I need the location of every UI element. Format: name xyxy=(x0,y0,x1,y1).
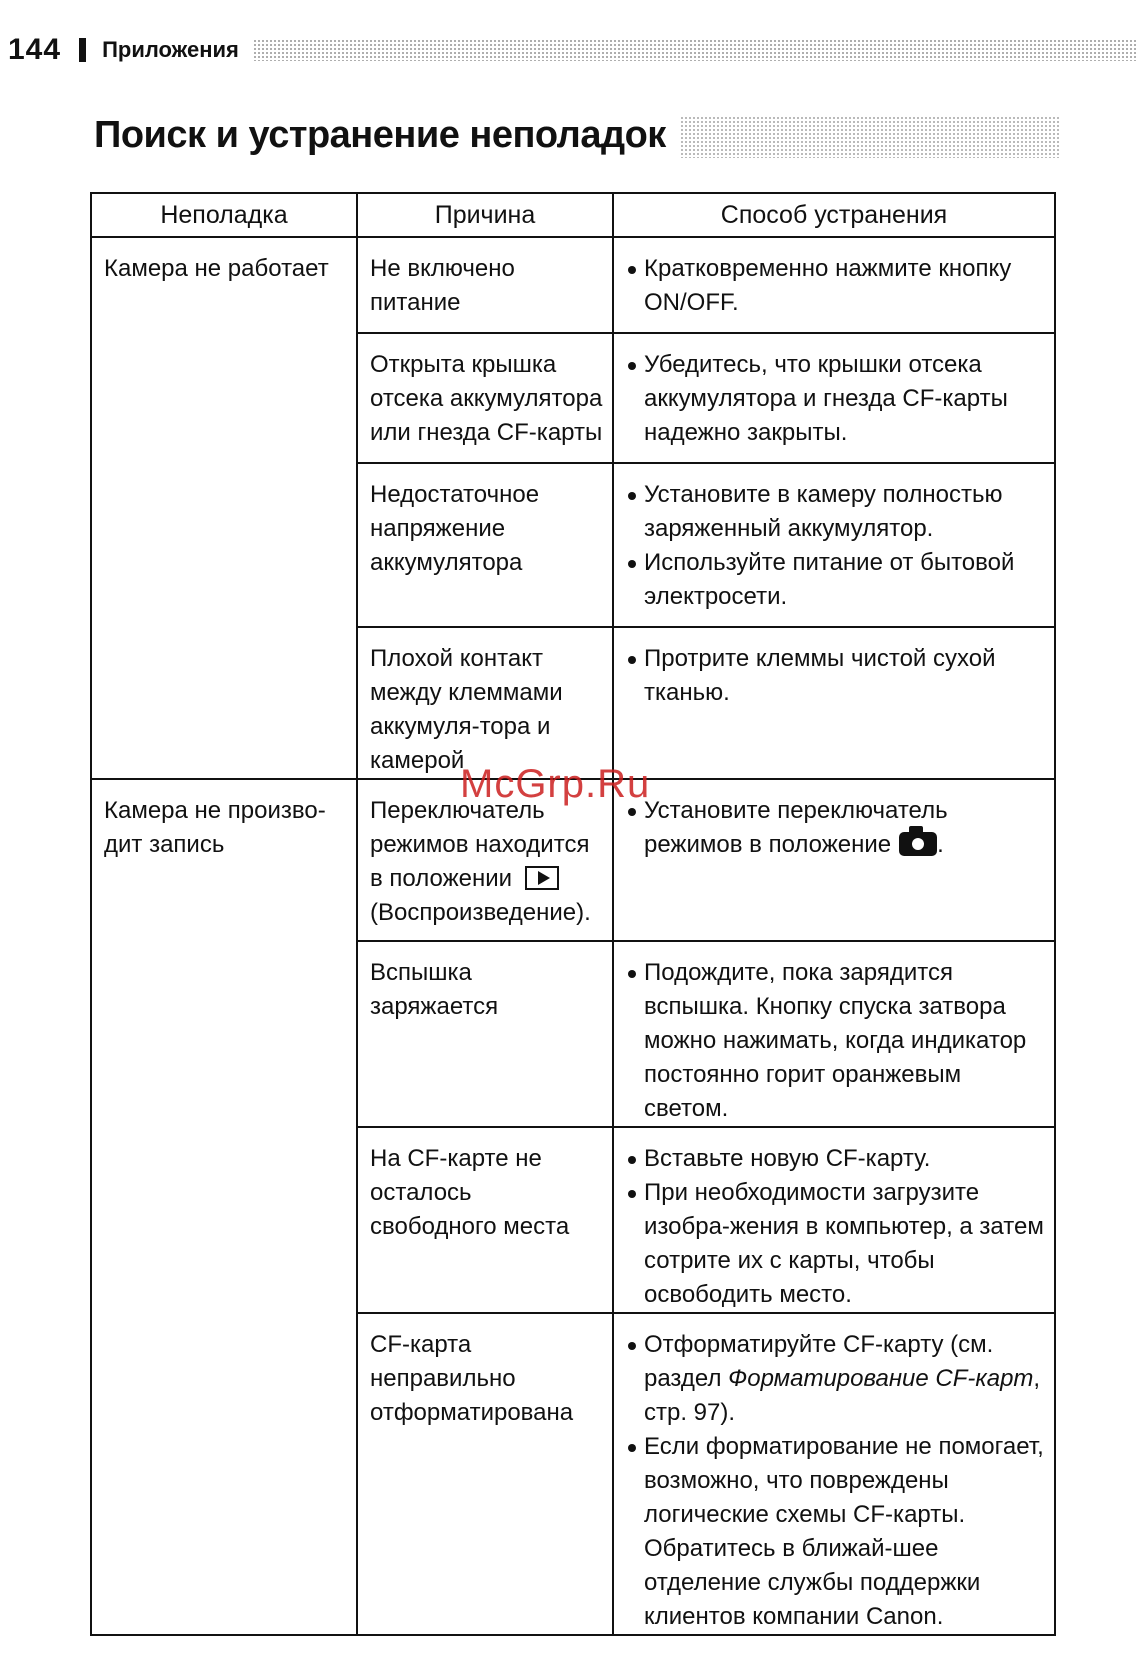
solution-text: Отформатируйте CF-карту (см. раздел xyxy=(644,1331,994,1392)
cause-cell: Не включено питание xyxy=(357,237,613,333)
cause-text: Переключатель режимов находится в положении xyxy=(370,797,590,892)
solution-item: Протрите клеммы чистой сухой тканью. xyxy=(626,642,1046,710)
cause-cell: Недостаточное напряжение аккумулятора xyxy=(357,463,613,627)
cause-cell: Плохой контакт между клеммами аккумуля-тора и камерой xyxy=(357,627,613,779)
page-header xyxy=(8,30,1138,70)
title-row xyxy=(94,100,1060,158)
solution-cell xyxy=(613,779,1055,941)
camera-icon xyxy=(899,832,937,856)
solution-cell xyxy=(613,941,1055,1127)
solution-item xyxy=(626,1328,1046,1430)
cause-cell: Вспышка заряжается xyxy=(357,941,613,1127)
solution-text: Установите переключатель режимов в положение xyxy=(644,797,948,858)
header-problem: Неполадка xyxy=(91,193,357,237)
header-divider xyxy=(79,38,86,62)
cause-cell: На CF-карте не осталось свободного места xyxy=(357,1127,613,1313)
solution-item: Кратковременно нажмите кнопку ON/OFF. xyxy=(626,252,1046,320)
solution-cell xyxy=(613,463,1055,627)
solution-item: Используйте питание от бытовой электросети. xyxy=(626,546,1046,614)
solution-item: При необходимости загрузите изобра-жения в компьютер, а затем сотрите их с карты, чтобы освободить место. xyxy=(626,1176,1046,1312)
header-dotted-rule xyxy=(253,39,1138,61)
section-label: Приложения xyxy=(102,37,239,62)
solution-cell xyxy=(613,627,1055,779)
solution-item: Вставьте новую CF-карту. xyxy=(626,1142,1046,1176)
solution-cell xyxy=(613,1313,1055,1635)
solution-text: . xyxy=(937,831,944,858)
table-header-row xyxy=(91,193,1055,237)
cause-cell: CF-карта неправильно отформатирована xyxy=(357,1313,613,1635)
page-title: Поиск и устранение неполадок xyxy=(94,114,666,156)
header-solution: Способ устранения xyxy=(613,193,1055,237)
solution-item: Если форматирование не помогает, возможно, что повреждены логические схемы CF-карты. Обратитесь в ближай-шее отделение службы поддержки клиентов компании Canon. xyxy=(626,1430,1046,1634)
problem-camera-not-working: Камера не работает xyxy=(91,237,357,779)
playback-icon xyxy=(525,866,559,890)
format-section-reference: Форматирование CF-карт xyxy=(728,1365,1034,1392)
watermark: McGrp.Ru xyxy=(460,762,651,806)
problem-camera-not-recording: Камера не произво-дит запись xyxy=(91,779,357,1635)
page-number: 144 xyxy=(8,33,62,66)
table-row xyxy=(91,237,1055,333)
solution-cell xyxy=(613,333,1055,463)
solution-item: Подождите, пока зарядится вспышка. Кнопку спуска затвора можно нажимать, когда индикатор постоянно горит оранжевым светом. xyxy=(626,956,1046,1126)
solution-text: , стр. 97). xyxy=(644,1365,1041,1426)
troubleshooting-table xyxy=(90,192,1056,1636)
solution-item xyxy=(626,794,1046,862)
solution-item: Установите в камеру полностью заряженный аккумулятор. xyxy=(626,478,1046,546)
solution-item: Убедитесь, что крышки отсека аккумулятора и гнезда CF-карты надежно закрыты. xyxy=(626,348,1046,450)
header-cause: Причина xyxy=(357,193,613,237)
cause-text: (Воспроизведение). xyxy=(370,899,591,926)
solution-cell xyxy=(613,237,1055,333)
cause-cell: Открыта крышка отсека аккумулятора или гнезда CF-карты xyxy=(357,333,613,463)
title-dotted-rule xyxy=(680,116,1060,158)
solution-cell xyxy=(613,1127,1055,1313)
